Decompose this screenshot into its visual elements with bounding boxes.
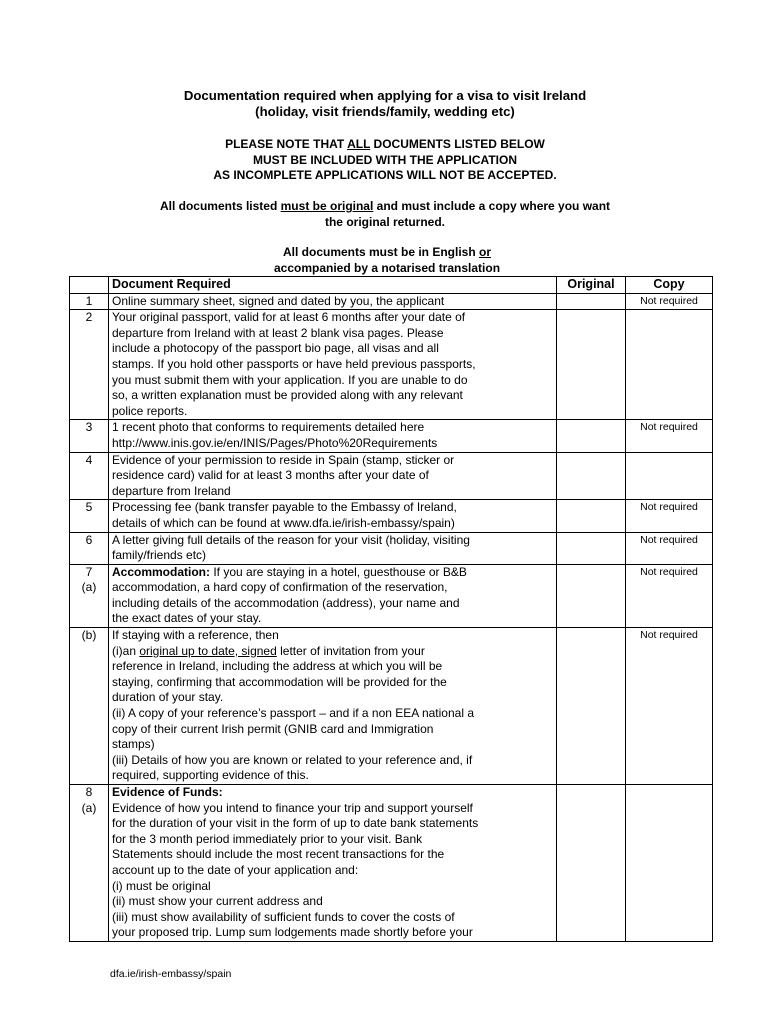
row-description <box>109 532 557 564</box>
row-number <box>70 293 109 310</box>
description-line: (ii) A copy of your reference’s passport – and if a non EEA national a <box>112 706 474 721</box>
description-line: departure from Ireland <box>112 483 231 498</box>
row-description <box>109 452 557 500</box>
description-line: (iii) Details of how you are known or related to your reference and, if <box>112 752 473 767</box>
header-document-required: Document Required <box>109 277 557 294</box>
original-emphasis: must be original <box>280 199 374 213</box>
description-line: duration of your stay. <box>112 690 224 705</box>
row-number-label: 1 <box>85 293 93 308</box>
footer-url: dfa.ie/irish-embassy/spain <box>110 968 232 980</box>
description-line: http://www.inis.gov.ie/en/INIS/Pages/Photo%20Requirements <box>112 435 438 450</box>
row-copy-cell: Not required <box>626 420 713 452</box>
description-line: you must submit them with your application. If you are unable to do <box>112 372 468 387</box>
row-number <box>70 564 109 627</box>
table-row <box>70 310 713 420</box>
description-line: required, supporting evidence of this. <box>112 768 309 783</box>
row-copy-cell <box>626 785 713 942</box>
row-number <box>70 500 109 532</box>
description-line: Statements should include the most recent transactions for the <box>112 847 445 862</box>
row-number-label: 3 <box>85 420 93 435</box>
table-row <box>70 564 713 627</box>
description-line: include a photocopy of the passport bio page, all visas and all <box>112 341 439 356</box>
table-row <box>70 785 713 942</box>
row-number <box>70 310 109 420</box>
description-line: Processing fee (bank transfer payable to the Embassy of Ireland, <box>112 500 457 515</box>
row-description <box>109 293 557 310</box>
row-number <box>70 420 109 452</box>
description-line: your proposed trip. Lump sum lodgements made shortly before your <box>112 925 473 940</box>
description-line: Evidence of how you intend to finance your trip and support yourself <box>112 800 473 815</box>
row-copy-cell: Not required <box>626 532 713 564</box>
description-line: stamps) <box>112 737 155 752</box>
row-copy-cell <box>626 310 713 420</box>
description-line: details of which can be found at www.dfa.ie/irish-embassy/spain) <box>112 515 455 530</box>
description-line: 1 recent photo that conforms to requirements detailed here <box>112 420 425 435</box>
table-row <box>70 293 713 310</box>
description-line: reference in Ireland, including the address at which you will be <box>112 659 443 674</box>
title-line-1: Documentation required when applying for a visa to visit Ireland <box>183 88 587 103</box>
row-number-label: 4 <box>85 452 93 467</box>
table-row <box>70 500 713 532</box>
table-row <box>70 532 713 564</box>
incomplete-notice <box>0 137 770 184</box>
row-original-checkbox-cell <box>557 293 626 310</box>
description-line: including details of the accommodation (address), your name and <box>112 595 460 610</box>
row-copy-cell: Not required <box>626 293 713 310</box>
description-line: If staying with a reference, then <box>112 628 279 643</box>
description-line: A letter giving full details of the reason for your visit (holiday, visiting <box>112 532 470 547</box>
header-original: Original <box>557 277 626 294</box>
row-sub-label: (a) <box>81 800 97 815</box>
row-original-checkbox-cell <box>557 628 626 785</box>
description-line: staying, confirming that accommodation will be provided for the <box>112 674 447 689</box>
description-line: family/friends etc) <box>112 548 207 563</box>
notice-line-1: PLEASE NOTE THAT ALL DOCUMENTS LISTED BELOW <box>225 137 545 151</box>
header-copy: Copy <box>626 277 713 294</box>
english-or-emphasis: or <box>479 245 492 259</box>
table-row <box>70 420 713 452</box>
row-number-label: 6 <box>85 532 93 547</box>
description-line: Your original passport, valid for at least 6 months after your date of <box>112 310 466 325</box>
row-description <box>109 628 557 785</box>
description-line: stamps. If you hold other passports or have held previous passports, <box>112 356 476 371</box>
table-row <box>70 628 713 785</box>
row-lead-heading: Accommodation: <box>112 564 211 579</box>
row-number-label: 5 <box>85 500 93 515</box>
header-number-cell <box>70 277 109 294</box>
description-line <box>112 785 553 801</box>
row-original-checkbox-cell <box>557 785 626 942</box>
row-number <box>70 785 109 942</box>
description-line: Accommodation: If you are staying in a hotel, guesthouse or B&B <box>112 564 467 579</box>
row-original-checkbox-cell <box>557 532 626 564</box>
row-description <box>109 500 557 532</box>
row-original-checkbox-cell <box>557 420 626 452</box>
row-number-label: (b) <box>81 628 97 643</box>
row-number <box>70 532 109 564</box>
description-line: for the 3 month period immediately prior to your visit. Bank <box>112 831 423 846</box>
document-title <box>0 88 770 120</box>
row-description <box>109 310 557 420</box>
invitation-emphasis: original up to date, signed <box>139 643 277 658</box>
description-line: so, a written explanation must be provided along with any relevant <box>112 388 463 403</box>
notice-line-3: AS INCOMPLETE APPLICATIONS WILL NOT BE ACCEPTED. <box>213 168 557 182</box>
row-number-label: 2 <box>85 310 93 325</box>
description-line: (iii) must show availability of sufficient funds to cover the costs of <box>112 909 455 924</box>
row-original-checkbox-cell <box>557 500 626 532</box>
description-line: accommodation, a hard copy of confirmation of the reservation, <box>112 580 448 595</box>
original-note-line-2: the original returned. <box>324 214 445 229</box>
description-line: (i) must be original <box>112 878 211 893</box>
description-line: departure from Ireland with at least 2 blank visa pages. Please <box>112 325 444 340</box>
row-original-checkbox-cell <box>557 564 626 627</box>
row-original-checkbox-cell <box>557 452 626 500</box>
description-line: Evidence of your permission to reside in Spain (stamp, sticker or <box>112 452 455 467</box>
original-note <box>0 199 770 230</box>
description-line: police reports. <box>112 403 188 418</box>
row-sub-label: (a) <box>81 580 97 595</box>
row-copy-cell: Not required <box>626 500 713 532</box>
english-note <box>247 245 527 276</box>
description-line: (ii) must show your current address and <box>112 894 323 909</box>
row-number <box>70 628 109 785</box>
row-original-checkbox-cell <box>557 310 626 420</box>
row-lead-heading: Evidence of Funds: <box>112 785 223 799</box>
table-header-row <box>70 277 713 294</box>
description-line: Online summary sheet, signed and dated by you, the applicant <box>112 293 445 308</box>
notice-line-2: MUST BE INCLUDED WITH THE APPLICATION <box>253 152 517 167</box>
description-line: residence card) valid for at least 3 months after your date of <box>112 468 429 483</box>
row-copy-cell <box>626 452 713 500</box>
description-line: for the duration of your visit in the form of up to date bank statements <box>112 816 479 831</box>
title-line-2: (holiday, visit friends/family, wedding etc) <box>255 104 515 119</box>
english-note-line-2: accompanied by a notarised translation <box>273 260 501 275</box>
description-line: account up to the date of your application and: <box>112 862 359 877</box>
row-description <box>109 785 557 942</box>
row-description <box>109 564 557 627</box>
row-number-label: 7 <box>85 564 93 579</box>
row-number <box>70 452 109 500</box>
english-note-line-1: All documents must be in English or <box>282 245 492 259</box>
row-copy-cell: Not required <box>626 628 713 785</box>
row-number-label: 8 <box>85 785 93 799</box>
description-line: (i)an original up to date, signed letter of invitation from your <box>112 643 425 658</box>
description-line: the exact dates of your stay. <box>112 611 262 626</box>
row-description <box>109 420 557 452</box>
description-line: copy of their current Irish permit (GNIB card and Immigration <box>112 721 434 736</box>
original-note-line-1: All documents listed must be original and must include a copy where you want <box>159 199 611 213</box>
documents-table <box>69 276 713 942</box>
table-row <box>70 452 713 500</box>
notice-all-emphasis: ALL <box>347 137 371 151</box>
row-copy-cell: Not required <box>626 564 713 627</box>
